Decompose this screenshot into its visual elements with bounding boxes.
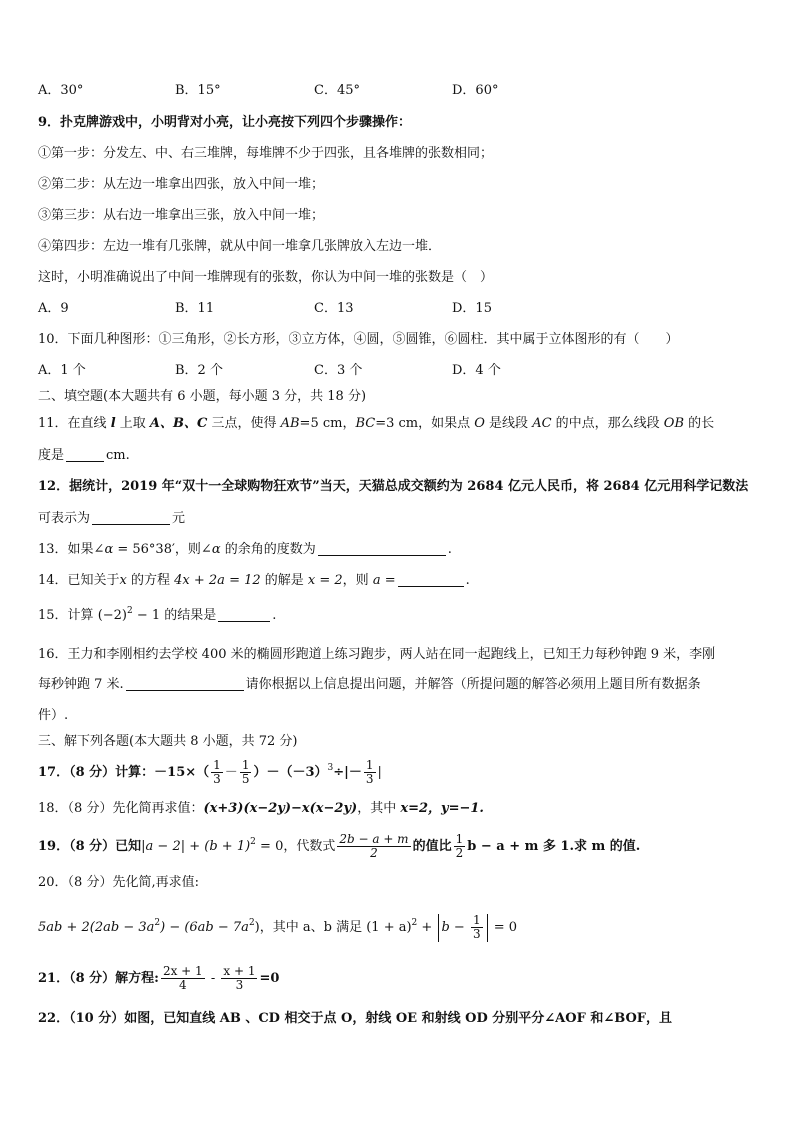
- q14-solution: x = 2: [307, 573, 343, 588]
- q17-line: [38, 758, 764, 788]
- q17-text: ÷|－: [333, 765, 362, 780]
- q16-line-2: [38, 676, 764, 694]
- q9-option-a: A．9: [38, 301, 69, 316]
- q11-line-1: [38, 415, 764, 433]
- q8-option-d: D．60°: [452, 83, 499, 98]
- q16-text: 请你根据以上信息提出问题，并解答（所提问题的解答必须用上题目所有数据条: [245, 677, 701, 692]
- q12-answer-blank[interactable]: [92, 510, 170, 525]
- q15-line: [38, 607, 764, 625]
- q12-unit: 元: [172, 511, 186, 526]
- q10-option-a: A．1 个: [38, 363, 86, 378]
- denominator: 2: [455, 846, 464, 860]
- q11-line-2: [38, 447, 764, 465]
- denominator: 3: [213, 772, 221, 786]
- numerator: x + 1: [223, 964, 256, 978]
- q14-text: 的解是: [260, 573, 308, 588]
- q19-expression: |a − 2| + (b + 1): [141, 839, 251, 854]
- q14-line: [38, 572, 764, 590]
- q14-equation: 4x + 2a = 12: [174, 573, 261, 588]
- q11-text: 度是: [38, 448, 65, 463]
- q14-a: a: [372, 573, 381, 588]
- q11-text: 上取: [115, 416, 150, 431]
- q9-option-b: B．11: [175, 301, 215, 316]
- q10-option-c: C．3 个: [314, 363, 363, 378]
- q20-expression: 5ab + 2(2ab − 3a: [38, 920, 155, 935]
- q13-text: 的余角的度数为: [220, 542, 316, 557]
- q11-text: 是线段: [484, 416, 533, 431]
- q22-line-1: 22．（10 分）如图，已知直线 AB 、CD 相交于点 O，射线 OE 和射线 OD 分别平分∠AOF 和∠BOF，且: [38, 1011, 672, 1026]
- q15-period: .: [272, 608, 277, 623]
- q11-o: O: [474, 416, 485, 431]
- q13-text: 13．如果∠: [38, 542, 105, 557]
- fraction: [221, 965, 257, 992]
- fraction: [240, 759, 252, 786]
- q11-text: 的长: [684, 416, 715, 431]
- q19-text: 的值比: [412, 839, 452, 854]
- q11-text: =5 cm，: [299, 416, 356, 431]
- denominator: 3: [472, 927, 481, 941]
- q21-line: [38, 964, 764, 994]
- q19-text: 19．（8 分）已知: [38, 839, 142, 854]
- q15-exponent: 2: [127, 606, 133, 616]
- q19-text: b − a + m 多 1.求 m 的值.: [467, 839, 641, 854]
- fraction: [454, 833, 466, 860]
- q11-bc: BC: [355, 416, 376, 431]
- numerator: 1: [365, 758, 374, 772]
- q12-line-1: 12．据统计，2019 年“双十一全球购物狂欢节”当天，天猫总成交额约为 2684 亿元人民币，将 2684 亿元用科学记数法: [38, 479, 749, 494]
- q10-option-d: D．4 个: [452, 363, 501, 378]
- q17-abs-close: |: [377, 765, 382, 780]
- q20-equals-zero: = 0: [489, 920, 518, 935]
- q20-heading: 20．（8 分）先化简,再求值:: [38, 875, 199, 890]
- q11-text: 11．在直线: [38, 416, 111, 431]
- q18-text: 18．（8 分）先化简再求值：: [38, 801, 204, 816]
- exponent: 2: [411, 918, 418, 928]
- q13-period: .: [447, 542, 452, 557]
- q18-values: x=2，y=−1.: [400, 801, 484, 816]
- q12-text: 可表示为: [38, 511, 91, 526]
- q9-step-4: ④第四步：左边一堆有几张牌，就从中间一堆拿几张牌放入左边一堆．: [38, 239, 442, 254]
- section-2-heading: 二、填空题(本大题共有 6 小题，每小题 3 分，共 18 分): [38, 389, 367, 404]
- q14-text: =: [380, 573, 396, 588]
- numerator: 1: [241, 758, 250, 772]
- q16-text: 每秒钟跑 7 米.: [38, 677, 124, 692]
- q17-text: 17．（8 分）计算：－15×（: [38, 765, 210, 780]
- q12-line-2: [38, 510, 764, 528]
- q11-ac: AC: [532, 416, 552, 431]
- q9-step-2: ②第二步：从左边一堆拿出四张，放入中间一堆；: [38, 177, 325, 192]
- numerator: 1: [455, 832, 464, 846]
- numerator: 2x + 1: [162, 964, 203, 978]
- q11-text: 三点，使得: [207, 416, 281, 431]
- denominator: 5: [241, 772, 250, 786]
- q13-line: [38, 541, 764, 559]
- q9-stem: 9．扑克牌游戏中，小明背对小亮，让小亮按下列四个步骤操作：: [38, 115, 412, 130]
- numerator: 1: [472, 913, 481, 927]
- fraction: [337, 833, 410, 860]
- q21-text: 21．（8 分）解方程:: [38, 971, 159, 986]
- q15-text: 15．计算: [38, 608, 98, 623]
- section-3-heading: 三、解下列各题(本大题共 8 小题，共 72 分): [38, 734, 298, 749]
- q11-ob: OB: [663, 416, 685, 431]
- q10-option-b: B．2 个: [175, 363, 223, 378]
- q21-equals-zero: =0: [259, 971, 280, 986]
- numerator: 1: [213, 758, 221, 772]
- q13-answer-blank[interactable]: [318, 541, 446, 556]
- q9-option-c: C．13: [314, 301, 354, 316]
- fraction: [161, 965, 205, 992]
- q15-answer-blank[interactable]: [218, 607, 270, 622]
- q10-stem: 10．下面几种图形：①三角形，②长方形，③立方体，④圆，⑤圆锥，⑥圆柱．其中属于立体图形的有（ ）: [38, 332, 679, 347]
- denominator: 3: [365, 772, 374, 786]
- q19-line: [38, 832, 764, 862]
- abs-bar: [438, 914, 439, 942]
- q16-line-3: 件）.: [38, 708, 69, 723]
- q14-period: .: [465, 573, 470, 588]
- q20-plus: +: [417, 920, 437, 935]
- q19-exponent: 2: [250, 837, 256, 847]
- q14-answer-blank[interactable]: [398, 572, 464, 587]
- q17-text: ）－（－3）: [253, 765, 328, 780]
- q8-option-a: A．30°: [38, 83, 84, 98]
- q19-text: = 0，代数式: [255, 839, 336, 854]
- exponent: 2: [248, 918, 255, 928]
- q14-text: 的方程: [126, 573, 175, 588]
- q20-condition: )，其中 a、b 满足 (1 + a): [254, 920, 412, 935]
- q11-unit: cm.: [106, 448, 130, 463]
- q16-answer-blank[interactable]: [126, 676, 244, 691]
- q13-alpha: α: [211, 542, 221, 557]
- q8-option-b: B．15°: [175, 83, 221, 98]
- q13-text: = 56°38′，则∠: [113, 542, 212, 557]
- q14-x: x: [119, 573, 127, 588]
- q11-text: 的中点，那么线段: [551, 416, 664, 431]
- q11-text: =3 cm，如果点: [375, 416, 475, 431]
- q15-base: (−2): [97, 608, 127, 623]
- numerator: 2b − a + m: [339, 832, 409, 846]
- q14-text: 14．已知关于: [38, 573, 120, 588]
- denominator: 2: [370, 846, 378, 860]
- q11-answer-blank[interactable]: [66, 447, 104, 462]
- q9-step-3: ③第三步：从右边一堆拿出三张，放入中间一堆；: [38, 208, 325, 223]
- exponent: 2: [154, 918, 161, 928]
- denominator: 4: [179, 978, 187, 992]
- q17-minus: －: [224, 765, 238, 780]
- q15-text: − 1 的结果是: [132, 608, 217, 623]
- q20-expression: ) − (6ab − 7a: [160, 920, 249, 935]
- q17-exponent: 3: [327, 763, 334, 773]
- fraction: [211, 759, 223, 786]
- denominator: 3: [235, 978, 244, 992]
- fraction: [364, 759, 376, 786]
- q9-step-1: ①第一步：分发左、中、右三堆牌，每堆牌不少于四张，且各堆牌的张数相同；: [38, 146, 494, 161]
- q9-question: 这时，小明准确说出了中间一堆牌现有的张数，你认为中间一堆的张数是（ ）: [38, 270, 494, 285]
- q18-expression: (x+3)(x−2y)−x(x−2y): [203, 801, 358, 816]
- q20-abs-content: b −: [441, 920, 469, 935]
- q20-expression-line: [38, 912, 764, 944]
- abs-bar: [487, 914, 488, 942]
- q21-minus: -: [206, 971, 220, 986]
- q11-line-var: l: [110, 416, 116, 431]
- q11-points: A、B、C: [149, 416, 208, 431]
- q11-ab: AB: [280, 416, 300, 431]
- fraction: [471, 914, 483, 941]
- q18-line: [38, 800, 764, 818]
- q8-option-c: C．45°: [314, 83, 360, 98]
- q9-option-d: D．15: [452, 301, 492, 316]
- q14-text: ，则: [342, 573, 373, 588]
- q13-alpha: α: [104, 542, 114, 557]
- q18-text: ，其中: [357, 801, 401, 816]
- q16-line-1: 16．王力和李刚相约去学校 400 米的椭圆形跑道上练习跑步，两人站在同一起跑线上，已知王力每秒钟跑 9 米，李刚: [38, 647, 716, 662]
